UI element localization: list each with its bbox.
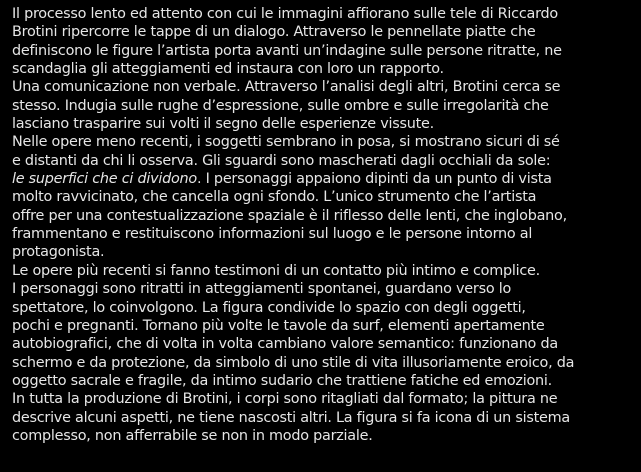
text-line: Una comunicazione non verbale. Attraverso l’analisi degli altri, Brotini cerca se [12, 79, 561, 96]
text-line: Le opere più recenti si fanno testimoni di un contatto più intimo e complice. [12, 262, 540, 279]
text-block [12, 5, 637, 445]
text-line: In tutta la produzione di Brotini, i corpi sono ritagliati dal formato; la pittura ne [12, 391, 558, 408]
text-line: scandaglia gli atteggiamenti ed instaura con loro un rapporto. [12, 61, 444, 78]
text-line: molto ravvicinato, che cancella ogni sfondo. L’unico strumento che l’artista [12, 189, 537, 206]
text-line: autobiografici, che di volta in volta cambiano valore semantico: funzionano da [12, 336, 558, 353]
text-line: Nelle opere meno recenti, i soggetti sembrano in posa, si mostrano sicuri di sé [12, 134, 560, 151]
text-line: frammentano e restituiscono informazioni sul luogo e le persone intorno al [12, 226, 533, 243]
text-line: lasciano trasparire sui volti il segno delle esperienze vissute. [12, 116, 434, 133]
text-line: definiscono le figure l’artista porta avanti un’indagine sulle persone ritratte, ne [12, 42, 562, 59]
text-line: protagonista. [12, 244, 105, 261]
text-line: schermo e da protezione, da simbolo di uno stile di vita illusoriamente eroico, da [12, 354, 575, 371]
text-line [12, 170, 637, 188]
text-line: spettatore, lo coinvolgono. La figura condivide lo spazio con degli oggetti, [12, 299, 526, 316]
text-line: I personaggi sono ritratti in atteggiamenti spontanei, guardano verso lo [12, 281, 511, 298]
text-line: pochi e pregnanti. Tornano più volte le tavole da surf, elementi apertamente [12, 317, 545, 334]
text-line: descrive alcuni aspetti, ne tiene nascosti altri. La figura si fa icona di un sistema [12, 409, 570, 426]
text-line: stesso. Indugia sulle rughe d’espressione, sulle ombre e sulle irregolarità che [12, 97, 549, 114]
text-line: Brotini ripercorre le tappe di un dialogo. Attraverso le pennellate piatte che [12, 24, 536, 41]
text-line: oggetto sacrale e fragile, da intimo sudario che trattiene fatiche ed emozioni. [12, 372, 552, 389]
italic-phrase: le superfici che ci dividono [12, 171, 197, 188]
text-line: complesso, non afferrabile se non in modo parziale. [12, 427, 373, 444]
text-line-rest: . I personaggi appaiono dipinti da un punto di vista [196, 171, 552, 188]
text-line: Il processo lento ed attento con cui le immagini affiorano sulle tele di Riccardo [12, 6, 558, 22]
text-line: offre per una contestualizzazione spaziale è il riflesso delle lenti, che inglobano, [12, 207, 567, 224]
text-line: e distanti da chi li osserva. Gli sguardi sono mascherati dagli occhiali da sole: [12, 152, 551, 169]
